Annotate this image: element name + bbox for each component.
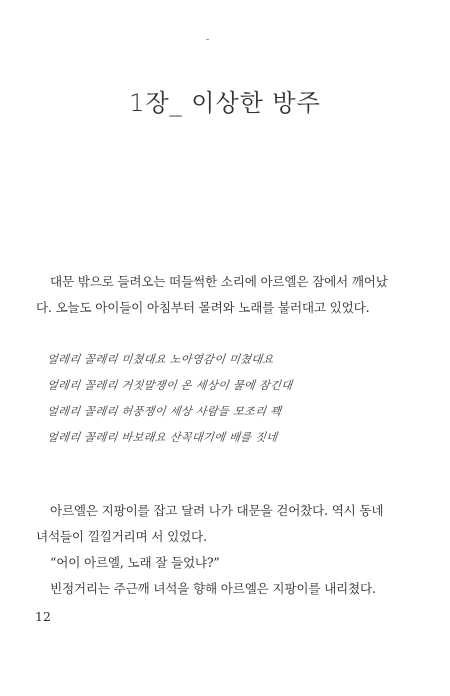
page-number: 12 <box>35 609 51 624</box>
paragraph-line: 빈정거리는 주근깨 녀석을 향해 아르엘은 지팡이를 내리쳤다. <box>50 581 376 596</box>
paragraph-line: 다. 오늘도 아이들이 아침부터 몰려와 노래를 불러대고 있었다. <box>36 300 370 315</box>
song-line: 얼레리 꼴레리 미쳤대요 노아영감이 미쳤대요 <box>46 353 275 366</box>
print-speck <box>206 39 209 40</box>
song-line: 얼레리 꼴레리 거짓말쟁이 온 세상이 물에 잠긴대 <box>46 379 294 392</box>
chapter-title: 1장_ 이상한 방주 <box>129 89 321 117</box>
song-lyrics <box>47 347 407 451</box>
paragraph-line: 아르엘은 지팡이를 잡고 달려 나가 대문을 걷어찼다. 역시 동네 <box>50 503 384 518</box>
song-line: 얼레리 꼴레리 허풍쟁이 세상 사람들 모조리 꽥 <box>46 405 282 418</box>
song-line: 얼레리 꼴레리 바보래요 산꼭대기에 배를 짓네 <box>46 431 279 444</box>
paragraph-opening <box>36 269 420 321</box>
paragraph-continuation <box>36 498 420 602</box>
paragraph-line: 녀석들이 낄낄거리며 서 있었다. <box>36 529 207 544</box>
dialogue-line: “어이 아르엘, 노래 잘 들었냐?” <box>50 555 220 570</box>
paragraph-line: 대문 밖으로 들려오는 떠들썩한 소리에 아르엘은 잠에서 깨어났 <box>50 274 388 289</box>
